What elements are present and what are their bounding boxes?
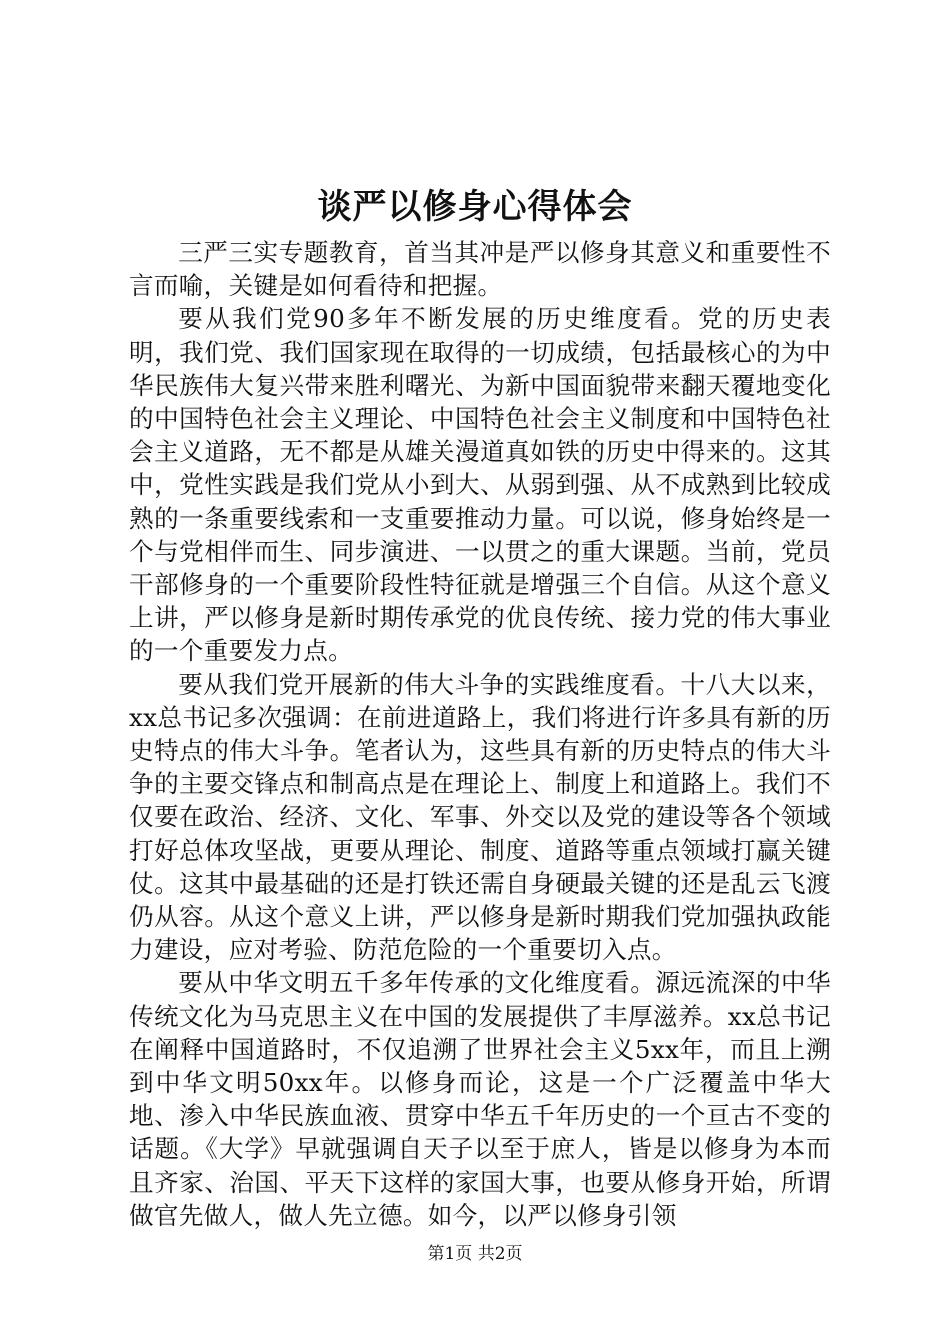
paragraph-culture: 要从中华文明五千多年传承的文化维度看。源远流深的中华传统文化为马克思主义在中国的发展提供了丰厚滋养。xx总书记在阐释中国道路时，不仅追溯了世界社会主义5xx年，而且上溯到中华文明50xx年。以修身而论，这是一个广泛覆盖中华大地、渗入中华民族血液、贯穿中华五千年历史的一个亘古不变的话题。《大学》早就强调自天子以至于庶人，皆是以修身为本而且齐家、治国、平天下这样的家国大事，也要从修身开始，所谓做官先做人，做人先立德。如今，以严以修身引领 bbox=[129, 968, 831, 1230]
document-body bbox=[129, 236, 831, 1232]
paragraph-intro: 三严三实专题教育，首当其冲是严以修身其意义和重要性不言而喻，关键是如何看待和把握。 bbox=[129, 238, 831, 301]
document-title: 谈严以修身心得体会 bbox=[317, 187, 633, 227]
page-footer: 第1页 共2页 bbox=[427, 1244, 523, 1264]
paragraph-practice: 要从我们党开展新的伟大斗争的实践维度看。十八大以来，xx总书记多次强调：在前进道路上，我们将进行许多具有新的历史特点的伟大斗争。笔者认为，这些具有新的历史特点的伟大斗争的主要交锋点和制高点是在理论上、制度上和道路上。我们不仅要在政治、经济、文化、军事、外交以及党的建设等各个领域打好总体攻坚战，更要从理论、制度、道路等重点领域打赢关键仗。这其中最基础的还是打铁还需自身硬最关键的还是乱云飞渡仍从容。从这个意义上讲，严以修身是新时期我们党加强执政能力建设，应对考验、防范危险的一个重要切入点。 bbox=[129, 669, 831, 965]
paragraph-history: 要从我们党90多年不断发展的历史维度看。党的历史表明，我们党、我们国家现在取得的一切成绩，包括最核心的为中华民族伟大复兴带来胜利曙光、为新中国面貌带来翻天覆地变化的中国特色社会主义理论、中国特色社会主义制度和中国特色社会主义道路，无不都是从雄关漫道真如铁的历史中得来的。这其中，党性实践是我们党从小到大、从弱到强、从不成熟到比较成熟的一条重要线索和一支重要推动力量。可以说，修身始终是一个与党相伴而生、同步演进、一以贯之的重大课题。当前，党员干部修身的一个重要阶段性特征就是增强三个自信。从这个意义上讲，严以修身是新时期传承党的优良传统、接力党的伟大事业的一个重要发力点。 bbox=[129, 304, 831, 666]
